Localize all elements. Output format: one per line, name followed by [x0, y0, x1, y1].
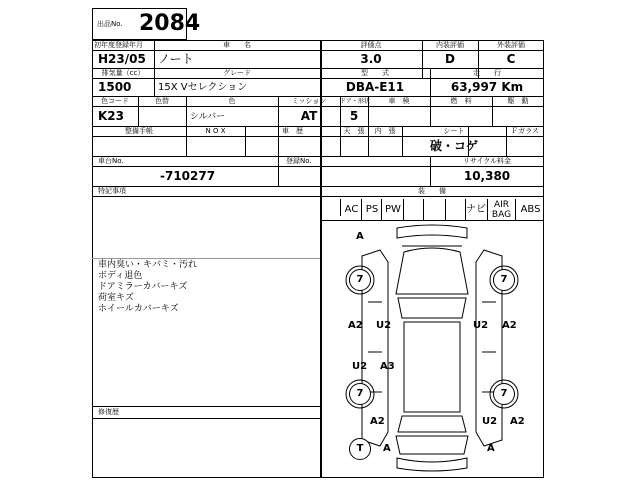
- mark-rear-right-wheel: 7: [493, 383, 515, 405]
- remark-line: ボディ退色: [98, 271, 143, 281]
- mark-right-front-panel: U2: [473, 320, 489, 331]
- remark-line: ホイールカバーキズ: [98, 304, 179, 314]
- displacement: 1500: [98, 80, 132, 94]
- roof: [404, 322, 460, 412]
- mark-center-rear: A3: [380, 361, 395, 372]
- equipment-item: [423, 199, 446, 221]
- color-code-label: 色コード: [101, 97, 129, 105]
- recycle-fee: 10,380: [463, 169, 511, 183]
- transmission-label: ミッション: [291, 97, 327, 105]
- equipment-item: ナビ: [466, 204, 486, 215]
- drive-label: 駆 動: [507, 97, 529, 105]
- rear-window: [398, 416, 466, 432]
- car-history-label: 車 歴: [282, 127, 303, 135]
- score-label: 評価点: [360, 41, 382, 49]
- mark-front-left-wheel: 7: [349, 269, 371, 291]
- exterior-grade-label: 外装評価: [497, 41, 525, 49]
- color-name: シルバー: [190, 112, 226, 122]
- name-label: 車 名: [223, 41, 251, 49]
- fuel-label: 燃 料: [450, 97, 472, 105]
- exterior-grade: C: [506, 52, 516, 66]
- lot-number: 2084: [139, 11, 201, 36]
- remark-line: 車内臭い・キバミ・汚れ: [98, 260, 198, 270]
- glass-label: Ｆガラス: [511, 127, 539, 135]
- equipment-item: PS: [361, 199, 382, 221]
- registration-label: 登録No.: [286, 157, 312, 165]
- equipment-item: [403, 199, 424, 221]
- mark-rear-left-wheel: 7: [349, 383, 371, 405]
- equipment-label: 装 備: [418, 187, 446, 195]
- maintenance-label: 整備手帳: [125, 127, 153, 135]
- mark-bottom-right: A: [487, 443, 495, 454]
- tailgate: [396, 436, 468, 454]
- auction-score: 3.0: [360, 52, 382, 66]
- interior-grade: D: [445, 52, 455, 66]
- mark-left-front-door: A2: [348, 320, 363, 331]
- remarks-label: 特記事項: [98, 187, 126, 195]
- recycle-label: リサイクル料金: [462, 157, 512, 165]
- equipment-item: [445, 199, 466, 221]
- mark-rear-right: A2: [510, 416, 525, 427]
- chassis-label: 車台No.: [98, 157, 124, 165]
- mark-right-front-door: A2: [502, 320, 517, 331]
- equipment-item: AIR BAG: [487, 199, 515, 221]
- mark-bottom-left: A: [383, 443, 391, 454]
- hood: [396, 248, 468, 294]
- model-label: 型 式: [361, 69, 389, 77]
- equipment-item: AC: [340, 199, 362, 216]
- doors-label: ドア・形状: [340, 98, 370, 105]
- year-label: 初年度登録年月: [94, 41, 143, 49]
- displacement-label: 排気量（cc）: [101, 69, 145, 77]
- mileage: 63,997 Km: [450, 80, 524, 94]
- mark-left-front-panel: U2: [376, 320, 392, 331]
- seat-label: シート: [443, 127, 465, 135]
- equipment-item: ABS: [515, 199, 545, 221]
- interior-grade-label: 内装評価: [436, 41, 464, 49]
- remark-line: ドアミラーカバーキズ: [98, 282, 188, 292]
- mark-spare-tire: T: [349, 438, 371, 460]
- first-registration: H23/05: [98, 52, 146, 66]
- model-code: DBA-E11: [345, 80, 405, 94]
- mark-front-center: A: [356, 231, 364, 242]
- mark-rear-right-panel: U2: [482, 416, 498, 427]
- front-bumper: [397, 225, 467, 238]
- lot-box: [92, 8, 201, 40]
- headliner-label: 天 張: [343, 127, 365, 135]
- remarks-list: [98, 260, 197, 315]
- grade: 15X Vセレクション: [158, 82, 248, 93]
- color-change-label: 色替: [155, 97, 169, 105]
- remark-line: 荷室キズ: [98, 293, 134, 303]
- color-label: 色: [228, 97, 236, 105]
- nox-label: N O X: [205, 127, 226, 135]
- mark-front-right-wheel: 7: [493, 269, 515, 291]
- rear-bumper: [397, 458, 467, 471]
- car-name: ノート: [158, 52, 194, 66]
- repair-history-label: 修復歴: [98, 408, 119, 416]
- mark-left-rear-panel: U2: [352, 361, 368, 372]
- color-code: K23: [98, 109, 124, 123]
- grade-label: グレード: [223, 69, 251, 77]
- doors: 5: [349, 109, 359, 123]
- lot-label: 出品No.: [97, 20, 123, 28]
- interior-trim-label: 内 張: [374, 127, 396, 135]
- windshield: [398, 298, 466, 318]
- transmission: AT: [300, 109, 318, 123]
- equipment-grid: [340, 199, 544, 221]
- mark-rear-left: A2: [370, 416, 385, 427]
- inspection-label: 車 検: [388, 97, 410, 105]
- chassis-number: -710277: [160, 169, 216, 183]
- seat-condition: 破・コゲ: [430, 139, 479, 153]
- equipment-item: PW: [381, 199, 404, 221]
- mileage-label: 走 行: [473, 69, 501, 77]
